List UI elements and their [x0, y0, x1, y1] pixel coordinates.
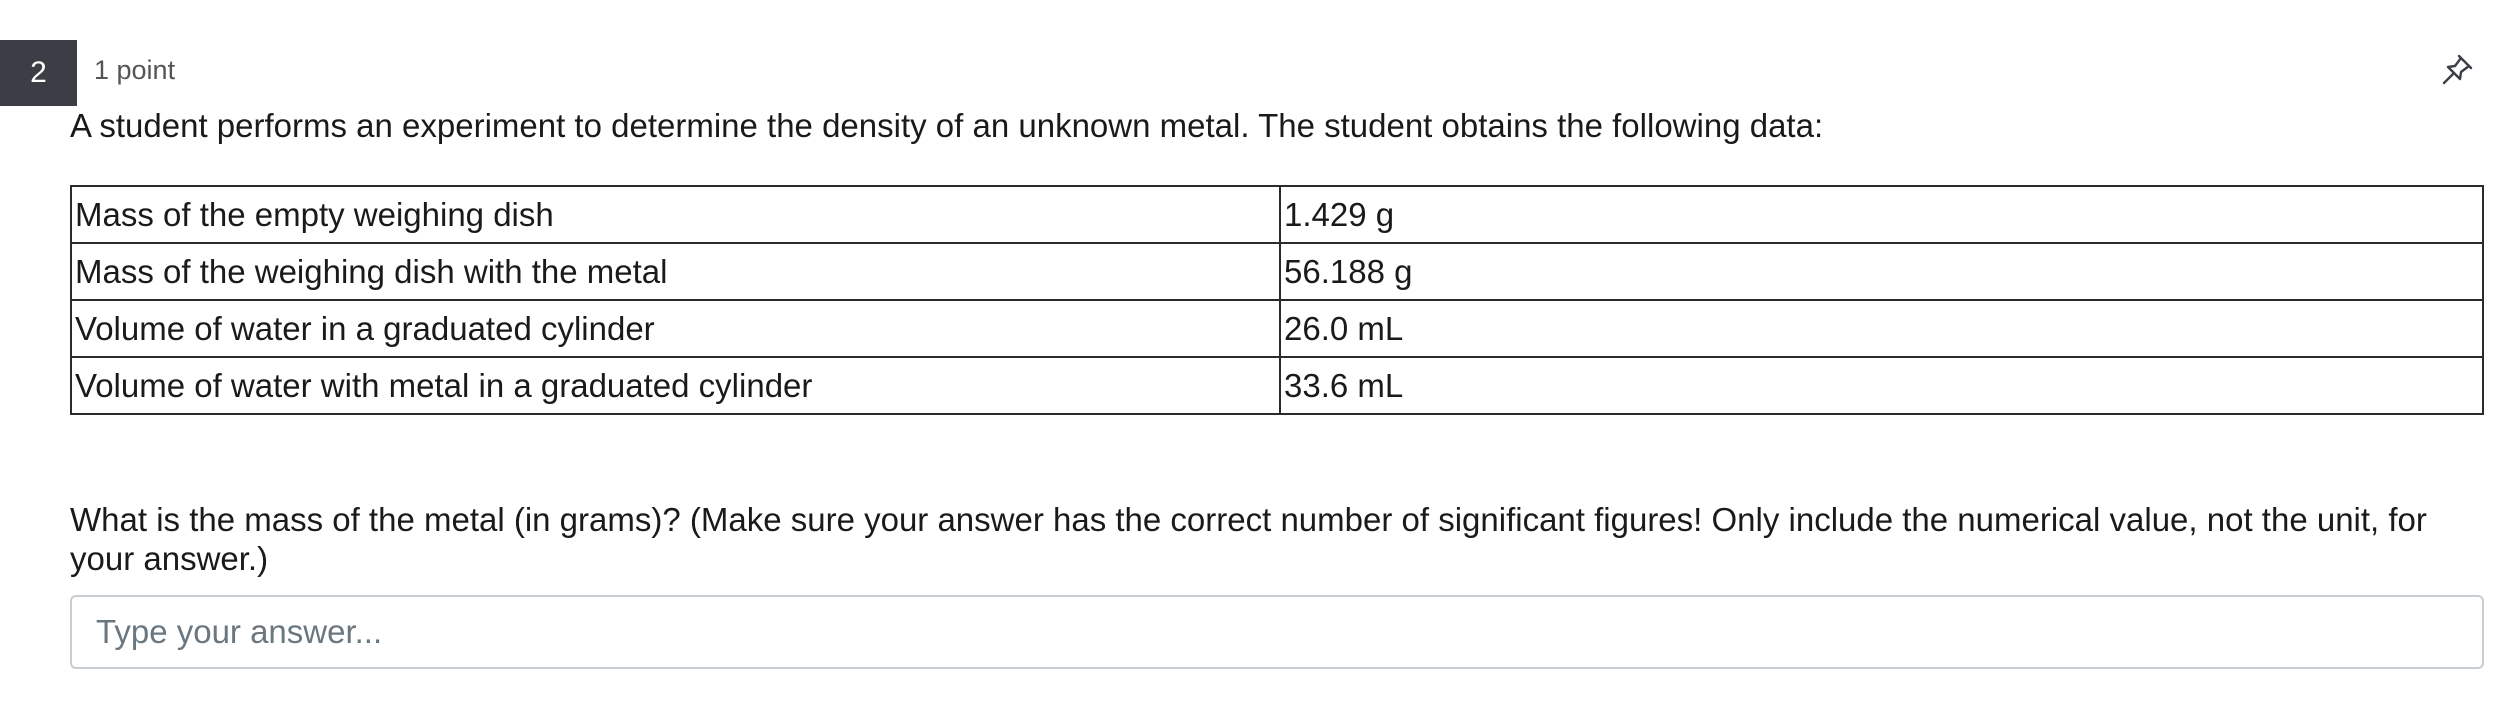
table-cell-value: 33.6 mL	[1280, 357, 2483, 414]
data-table	[70, 185, 2484, 415]
table-cell-value: 1.429 g	[1280, 186, 2483, 243]
pin-icon[interactable]	[2437, 50, 2477, 90]
question-text: What is the mass of the metal (in grams)? (Make sure your answer has the correct number of significant figures! Only include the numerical value, not the unit, for your answer.)	[70, 501, 2427, 577]
table-row	[71, 300, 2483, 357]
answer-input[interactable]	[70, 595, 2484, 669]
table-cell-value: 26.0 mL	[1280, 300, 2483, 357]
question-prompt: A student performs an experiment to determine the density of an unknown metal. The student obtains the following data:	[70, 107, 1824, 144]
table-cell-label: Volume of water with metal in a graduated cylinder	[71, 357, 1280, 414]
table-row	[71, 243, 2483, 300]
question-number-badge: 2	[0, 40, 77, 106]
table-cell-label: Mass of the weighing dish with the metal	[71, 243, 1280, 300]
table-cell-label: Volume of water in a graduated cylinder	[71, 300, 1280, 357]
table-cell-value: 56.188 g	[1280, 243, 2483, 300]
table-cell-label: Mass of the empty weighing dish	[71, 186, 1280, 243]
question-points: 1 point	[94, 55, 176, 85]
table-row	[71, 357, 2483, 414]
table-row	[71, 186, 2483, 243]
